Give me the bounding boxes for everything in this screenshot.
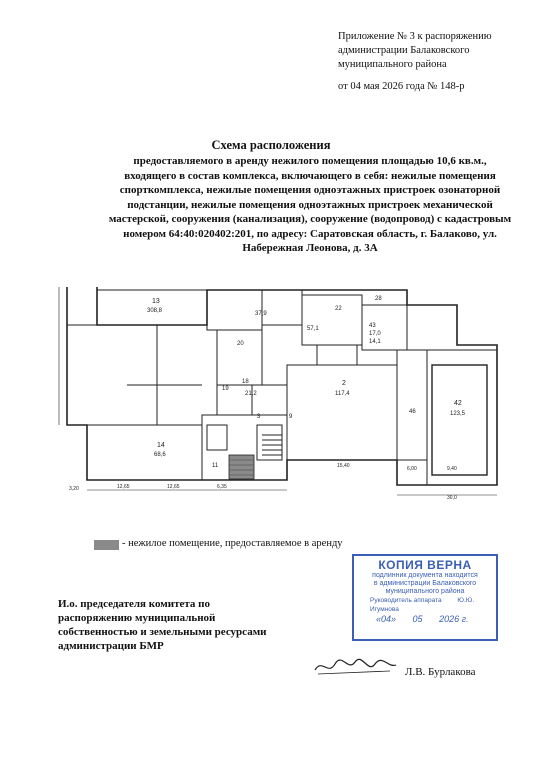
dimension-label: 9,40 [447,466,457,472]
dimension-label: 6,35 [217,484,227,490]
stamp-year: 2026 [439,614,460,624]
dimension-label: 12,65 [117,484,130,490]
room-9-label: 9 [289,414,293,420]
dimension-label: 3,20 [69,486,79,492]
certified-copy-stamp [352,554,498,641]
room-19-label: 19 [222,386,229,392]
room-14-area: 68,6 [154,452,166,458]
signatory-line: собственностью и земельными ресурсами [58,626,267,638]
room-3-label: 3 [257,414,261,420]
description-line: номером 64:40:020402:201, по адресу: Саратовская область, г. Балаково, ул. [123,227,497,240]
legend-swatch [94,540,119,550]
floor-plan [57,285,502,500]
leased-room-highlight [229,455,254,479]
room-43-area: 17,0 [369,331,381,337]
header-line-2: администрации Балаковского [338,45,470,56]
room-43-label: 43 [369,323,376,329]
room-11-label: 11 [212,463,219,469]
room-13-label: 13 [152,298,160,305]
room-42-label: 42 [454,400,462,407]
description-line: входящего в состав комплекса, включающего в себя: нежилые помещения [124,169,496,182]
room-2-label: 2 [342,380,346,387]
description-line: предоставляемого в аренду нежилого помещения площадью 10,6 кв.м., [133,155,487,167]
dimension-label: 30,0 [447,495,457,500]
stamp-date: «04» 05 2026 г. [376,614,469,624]
stamp-signer-title: Руководитель аппарата [370,597,442,604]
document-title: Схема расположения [211,138,331,152]
stamp-signer-name: Ю.Ю. Игумнова [370,597,475,613]
document-description [100,154,520,256]
signatory-line: распоряжению муниципальной [58,612,216,624]
dimension-label: 15,40 [337,463,350,469]
area-14-label: 14,1 [369,339,381,345]
room-42-area: 123,5 [450,411,466,417]
stamp-day: 04 [381,614,392,624]
signatory-name: Л.В. Бурлакова [405,666,476,678]
area-37-label: 37,9 [255,311,267,317]
stamp-signer [354,596,496,614]
room-2-area: 117,4 [335,391,350,397]
room-46-label: 46 [409,409,416,415]
description-line: мастерской, сооружения (канализация), сооружение (водопровод) с кадастровым [108,213,512,225]
area-57-label: 57,1 [307,326,319,332]
stamp-year-suffix: г. [461,614,469,624]
signatory-line: администрации БМР [58,640,164,652]
stamp-line: муниципального района [385,588,465,595]
header-line-4: от 04 мая 2026 года № 148-р [338,81,465,92]
handwritten-signature [310,652,400,680]
stamp-line: подлинник документа находится [372,572,478,579]
description-line: спорткомплекса, нежилые помещения одноэтажных пристроек озонаторной [119,184,501,196]
room-28-label: 28 [375,296,382,302]
stamp-month: 05 [412,614,423,624]
area-21-label: 21,2 [245,391,257,397]
room-14-label: 14 [157,442,165,449]
description-line: подстанции, нежилые помещения одноэтажных пристроек механической [127,198,493,211]
room-18-label: 18 [242,379,249,385]
appendix-header [338,30,492,94]
room-22-label: 22 [335,306,342,312]
description-line: Набережная Леонова, д. 3А [242,242,378,254]
header-line-1: Приложение № 3 к распоряжению [338,31,492,42]
room-13-area: 308,8 [147,308,163,314]
dimension-label: 6,00 [407,466,417,472]
stamp-title: КОПИЯ ВЕРНА [378,558,472,572]
room-20-label: 20 [237,341,244,347]
signatory-block [58,597,267,653]
stamp-line: в администрации Балаковского [373,580,477,587]
signatory-line: И.о. председателя комитета по [58,598,210,610]
dimension-label: 12,65 [167,484,180,490]
legend-text: - нежилое помещение, предоставляемое в аренду [122,538,343,549]
header-line-3: муниципального района [338,59,447,70]
